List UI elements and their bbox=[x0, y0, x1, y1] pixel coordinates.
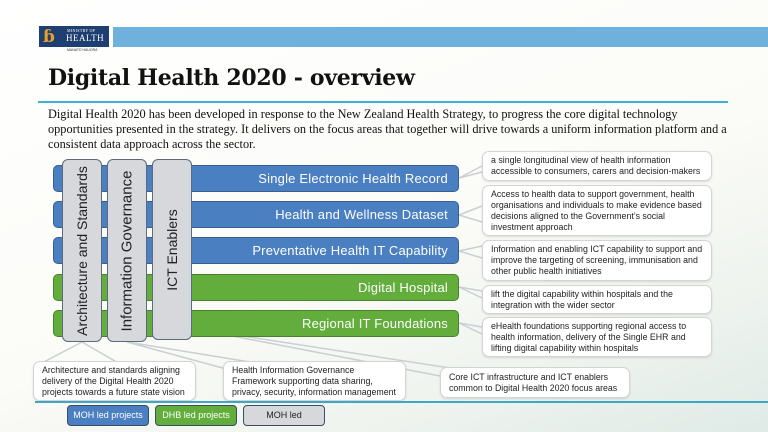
focus-area-health-wellness-dataset: Health and Wellness Dataset bbox=[53, 201, 459, 228]
callout-architecture: Architecture and standards aligning delivery of the Digital Health 2020 projects towards a future state vision bbox=[33, 361, 196, 401]
pillar-label: Information Governance bbox=[118, 170, 136, 331]
pillar-ict-enablers bbox=[152, 159, 192, 340]
callout-digital-hospital: lift the digital capability within hospitals and the integration with the wider sector bbox=[482, 285, 712, 314]
intro-text: Digital Health 2020 has been developed in response to the New Zealand Health Strategy, to progress the core digital technology opportunities presented in the strategy. It delivers on the focus areas that together will drive towards a uniform information platform and a consistent data approach across the sector. bbox=[48, 107, 727, 151]
callout-single-ehr: a single longitudinal view of health information accessible to consumers, carers and decision-makers bbox=[482, 151, 712, 181]
pillar-information-governance bbox=[107, 159, 147, 342]
legend-moh-led: MOH led bbox=[243, 405, 325, 426]
logo-subtitle: MANATŪ HAUORA bbox=[67, 48, 98, 52]
focus-area-single-ehr: Single Electronic Health Record bbox=[53, 165, 459, 192]
page-title: Digital Health 2020 - overview bbox=[48, 65, 415, 91]
legend-moh-led-projects: MOH led projects bbox=[67, 405, 149, 426]
footer-divider bbox=[35, 401, 768, 403]
focus-area-regional-it: Regional IT Foundations bbox=[53, 310, 459, 337]
focus-area-preventative-health: Preventative Health IT Capability bbox=[53, 237, 459, 264]
pillar-label: Architecture and Standards bbox=[74, 165, 90, 336]
pillar-architecture-standards bbox=[62, 159, 102, 342]
pillar-label: ICT Enablers bbox=[164, 208, 180, 291]
callout-governance: Health Information Governance Framework supporting data sharing, privacy, security, information management bbox=[223, 361, 406, 401]
legend-dhb-led-projects: DHB led projects bbox=[155, 405, 237, 426]
callout-dataset: Access to health data to support government, health organisations and individuals to make evidence based decisions aligned to the Government’s social investment approach bbox=[482, 185, 712, 236]
focus-area-digital-hospital: Digital Hospital bbox=[53, 274, 459, 301]
callout-regional-it: eHealth foundations supporting regional access to health information, delivery of the Single EHR and lifting digital capability within hospitals bbox=[482, 317, 712, 357]
callout-preventative: Information and enabling ICT capability to support and improve the targeting of screening, immunisation and other public health initiatives bbox=[482, 240, 712, 281]
logo-mark-icon: ɓ bbox=[43, 27, 55, 47]
logo-line1: MINISTRY OF bbox=[67, 28, 96, 33]
callout-ict-enablers: Core ICT infrastructure and ICT enablers common to Digital Health 2020 focus areas bbox=[440, 367, 630, 398]
logo-line2: HEALTH bbox=[66, 33, 105, 43]
